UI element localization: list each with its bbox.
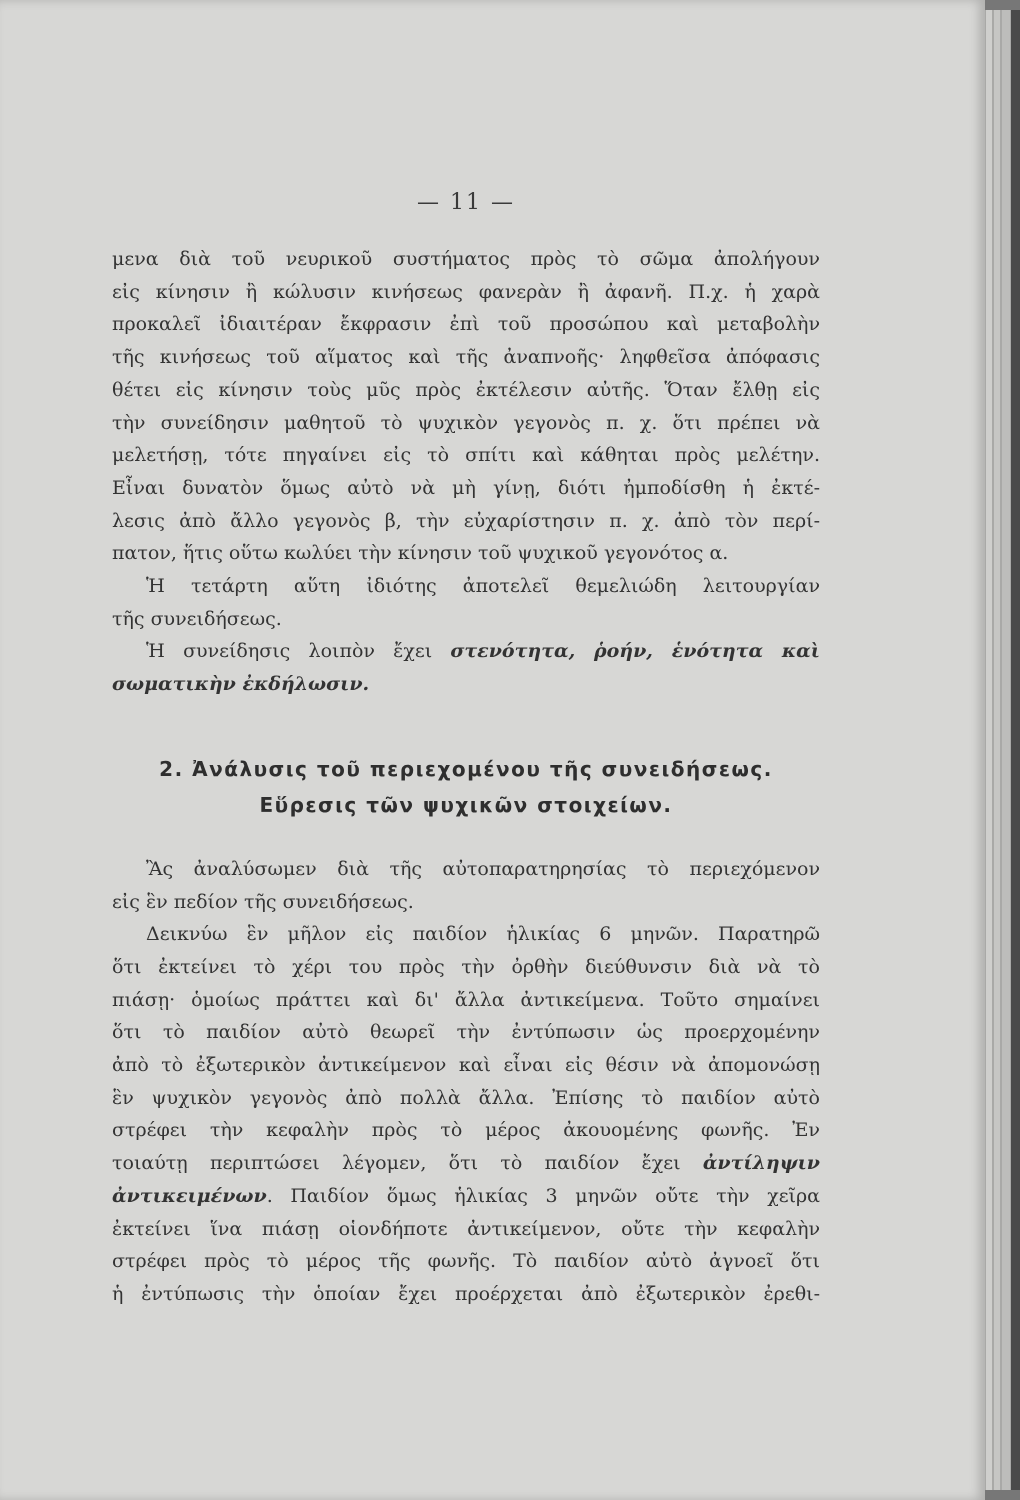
text-line: ἀπὸ τὸ ἐξωτερικὸν ἀντικείμενον καὶ εἶναι εἰς θέσιν νὰ ἀπομονώσῃ [112, 1054, 820, 1077]
text-line: εἰς κίνησιν ἢ κώλυσιν κινήσεως φανερὰν ἢ ἀφανῆ. Π.χ. ἡ χαρὰ [112, 280, 820, 303]
page-edge [1001, 10, 1011, 1490]
text-line: μενα διὰ τοῦ νευρικοῦ συστήματος πρὸς τὸ σῶμα ἀπολήγουν [112, 248, 820, 270]
text-line: τῆς συνειδήσεως. [112, 607, 282, 630]
emphasis-text: ἀντίληψιν [702, 1152, 820, 1175]
scan-border [1011, 10, 1020, 1490]
mixed-text: τοιαύτῃ περιπτώσει λέγομεν, ὅτι τὸ παιδίον ἔχει [112, 1152, 703, 1175]
text-line: Δεικνύω ἓν μῆλον εἰς παιδίον ἡλικίας 6 μηνῶν. Παρατηρῶ [146, 923, 820, 946]
text-line [112, 668, 820, 701]
section-heading [112, 751, 820, 823]
text-line: ὅτι τὸ παιδίον αὐτὸ θεωρεῖ τὴν ἐντύπωσιν ὡς προερχομένην [112, 1021, 820, 1044]
text-line: εἰς ἓν πεδίον τῆς συνειδήσεως. [112, 890, 414, 913]
summary-paragraph [112, 635, 820, 700]
text-line: στρέφει τὴν κεφαλὴν πρὸς τὸ μέρος ἀκουομένης φωνῆς. Ἐν [112, 1119, 820, 1142]
text-line: στρέφει πρὸς τὸ μέρος τῆς φωνῆς. Τὸ παιδίον αὐτὸ ἀγνοεῖ ὅτι [112, 1250, 820, 1273]
text-line: προκαλεῖ ἰδιαιτέραν ἔκφρασιν ἐπὶ τοῦ προσώπου καὶ μεταβολὴν [112, 313, 820, 336]
text-line: Ἂς ἀναλύσωμεν διὰ τῆς αὐτοπαρατηρησίας τὸ περιεχόμενον [146, 857, 820, 880]
summary-emphasis: σωματικὴν ἐκδήλωσιν. [112, 673, 370, 696]
page-edge [993, 10, 1001, 1490]
paragraph [112, 853, 820, 918]
section-heading-line: Εὕρεσις τῶν ψυχικῶν στοιχείων. [259, 792, 673, 817]
section-heading-line: 2. Ἀνάλυσις τοῦ περιεχομένου τῆς συνειδήσεως. [159, 756, 773, 781]
text-line [112, 1147, 820, 1180]
text-line: μελετήσῃ, τότε πηγαίνει εἰς τὸ σπίτι καὶ κάθηται πρὸς μελέτην. [112, 444, 820, 467]
text-line: Ἡ τετάρτη αὕτη ἰδιότης ἀποτελεῖ θεμελιώδη λειτουργίαν [146, 575, 820, 598]
text-line: τῆς κινήσεως τοῦ αἵματος καὶ τῆς ἀναπνοῆς· ληφθεῖσα ἀπόφασις [112, 346, 820, 369]
page-number: — 11 — [417, 190, 515, 215]
paragraph [112, 570, 820, 635]
text-line: ὅτι ἐκτείνει τὸ χέρι του πρὸς τὴν ὀρθὴν διεύθυνσιν διὰ νὰ τὸ [112, 955, 820, 978]
text-line: πατον, ἥτις οὕτω κωλύει τὴν κίνησιν τοῦ ψυχικοῦ γεγονότος α. [112, 542, 729, 565]
page-edge [985, 10, 993, 1490]
text-line: ἓν ψυχικὸν γεγονὸς ἀπὸ πολλὰ ἄλλα. Ἐπίσης τὸ παιδίον αὐτὸ [112, 1086, 820, 1109]
paragraph [112, 918, 820, 1310]
summary-emphasis: στενότητα, ῥοήν, ἑνότητα καὶ [450, 640, 820, 663]
text-line [112, 1180, 820, 1213]
text-line: λεσις ἀπὸ ἄλλο γεγονὸς β, τὴν εὐχαρίστησιν π. χ. ἀπὸ τὸν περί- [112, 509, 820, 532]
text-line: πιάσῃ· ὁμοίως πράττει καὶ δι' ἄλλα ἀντικείμενα. Τοῦτο σημαίνει [112, 988, 820, 1011]
text-line: ἐκτείνει ἵνα πιάσῃ οἱονδήποτε ἀντικείμενον, οὔτε τὴν κεφαλὴν [112, 1217, 820, 1240]
text-line: Εἶναι δυνατὸν ὅμως αὐτὸ νὰ μὴ γίνῃ, διότι ἠμποδίσθη ἡ ἐκτέ- [112, 476, 820, 499]
text-line [112, 635, 820, 668]
paragraph [112, 243, 820, 570]
text-line: τὴν συνείδησιν μαθητοῦ τὸ ψυχικὸν γεγονὸς π. χ. ὅτι πρέπει νὰ [112, 411, 820, 434]
text-line: θέτει εἰς κίνησιν τοὺς μῦς πρὸς ἐκτέλεσιν αὐτῆς. Ὅταν ἔλθῃ εἰς [112, 378, 820, 401]
page-content [112, 190, 820, 1311]
text-line: ἡ ἐντύπωσις τὴν ὁποίαν ἔχει προέρχεται ἀπὸ ἐξωτερικὸν ἐρεθι- [112, 1282, 820, 1305]
summary-prefix: Ἡ συνείδησις λοιπὸν ἔχει [146, 640, 451, 663]
emphasis-text: ἀντικειμένων [112, 1184, 267, 1207]
mixed-text: . Παιδίον ὅμως ἡλικίας 3 μηνῶν οὔτε τὴν χεῖρα [266, 1184, 820, 1207]
